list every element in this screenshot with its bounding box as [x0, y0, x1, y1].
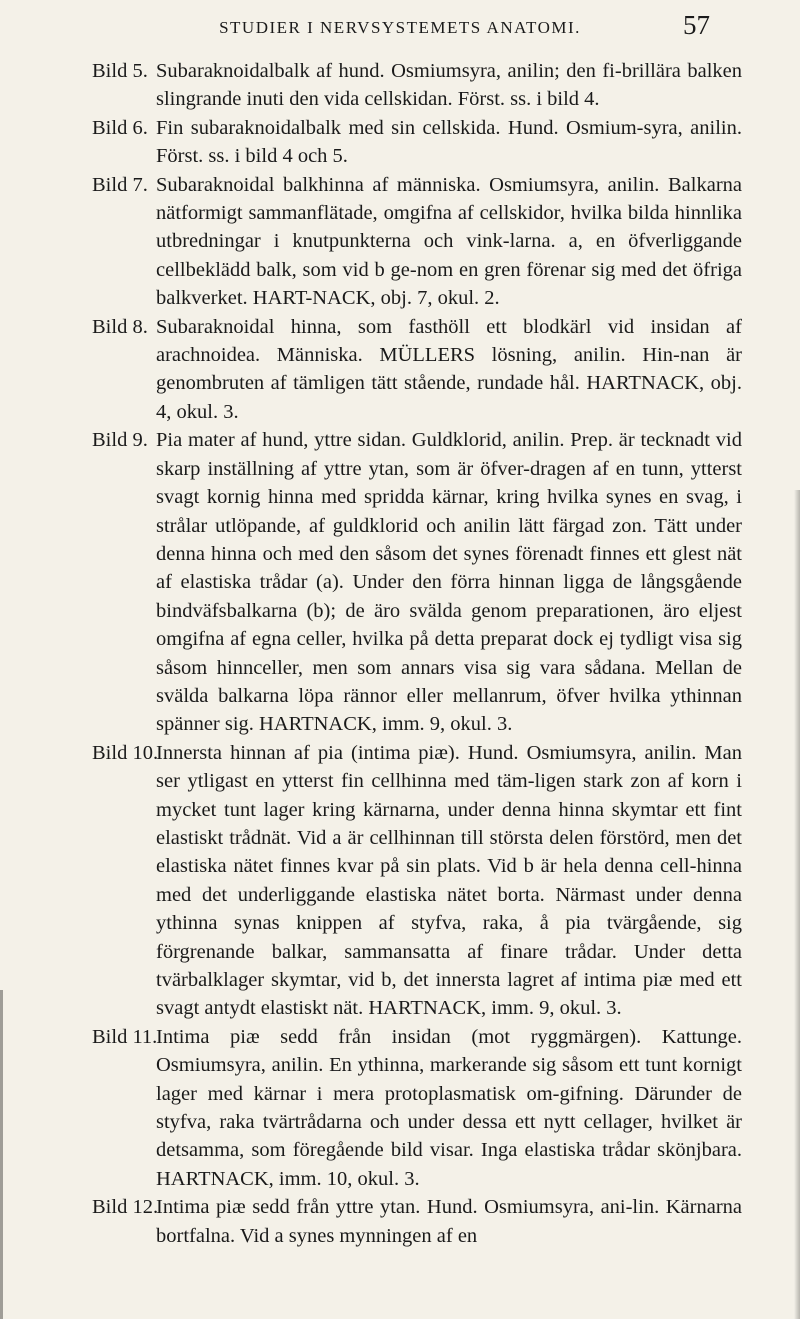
caption-label: Bild 6. — [92, 116, 148, 139]
caption-text: Pia mater af hund, yttre sidan. Guldklorid, anilin. Prep. är tecknadt vid skarp inställning af yttre ytan, som är öfver-dragen af en tunn, ytterst svagt kornig hinna med spridda kärnar, kring hvilka synes en svag, i strålar utlöpande, af guldklorid och anilin lätt färgad zon. Tätt under denna hinna och med den såsom det synes förenadt finnes ett glest nät af elastiska trådar (a). Under den förra hinnan ligga de långsgående bindväfsbalkarna (b); de äro svälda genom preparationen, äro eljest omgifna af egna celler, hvilka på detta preparat dock ej tydligt visa sig såsom hinnceller, men som annars visa sig vara sådana. Mellan de svälda balkarna löpa rännor eller mellanrum, öfver hvilka ythinnan spänner sig. HARTNACK, imm. 9, okul. 3. — [156, 429, 742, 736]
caption-entry — [42, 57, 742, 114]
caption-text: Intima piæ sedd från yttre ytan. Hund. Osmiumsyra, ani-lin. Kärnarna bortfalna. Vid a synes mynningen af en — [156, 1196, 742, 1247]
caption-entry — [42, 1023, 742, 1193]
caption-text: Subaraknoidal hinna, som fasthöll ett blodkärl vid insidan af arachnoidea. Människa. MÜLLERS lösning, anilin. Hin-nan är genombruten af tämligen tätt stående, rundade hål. HARTNACK, obj. 4, okul. 3. — [156, 315, 742, 423]
figure-captions — [42, 57, 742, 1250]
page-edge-shadow — [794, 490, 800, 1319]
page-header — [0, 10, 800, 50]
caption-label: Bild 12. — [92, 1196, 159, 1219]
caption-label: Bild 9. — [92, 429, 148, 452]
caption-label: Bild 11. — [92, 1025, 158, 1048]
running-title: STUDIER I NERVSYSTEMETS ANATOMI. — [219, 18, 581, 37]
caption-text: Fin subaraknoidalbalk med sin cellskida. Hund. Osmium-syra, anilin. Först. ss. i bild 4 och 5. — [156, 116, 742, 168]
caption-label: Bild 8. — [92, 315, 148, 338]
caption-entry — [42, 739, 742, 1023]
page-number: 57 — [683, 10, 710, 40]
caption-text: Intima piæ sedd från insidan (mot ryggmärgen). Kattunge. Osmiumsyra, anilin. En ythinna, markerande sig såsom ett tunt kornigt lager med kärnar i mera protoplasmatisk om-gifning. Därunder de styfva, raka tvärtrådarna och under dessa ett nytt cellager, hvilket är detsamma, som föregående bild visar. Inga elastiska trådar skönjbara. HARTNACK, imm. 10, okul. 3. — [156, 1025, 742, 1190]
binding-edge — [0, 990, 3, 1319]
caption-label: Bild 10. — [92, 741, 159, 764]
caption-entry — [42, 171, 742, 313]
caption-text: Subaraknoidalbalk af hund. Osmiumsyra, anilin; den fi-brillära balken slingrande inuti den vida cellskidan. Först. ss. i bild 4. — [156, 60, 742, 111]
caption-entry — [42, 426, 742, 738]
caption-entry — [42, 313, 742, 427]
caption-label: Bild 5. — [92, 60, 148, 82]
caption-entry — [42, 1193, 742, 1250]
caption-text: Innersta hinnan af pia (intima piæ). Hund. Osmiumsyra, anilin. Man ser ytligast en ytterst fin cellhinna med täm-ligen stark zon af korn i mycket tunt lager kring kärnarna, under denna hinna skymtar ett fint elastiskt trådnät. Vid a är cellhinnan till största delen förstörd, men det elastiska nätet finnes kvar på sin plats. Vid b är hela denna cell-hinna med det underliggande elastiska nätet borta. Närmast under denna ythinna synas knippen af styfva, raka, å pia tvärgående, sig förgrenande balkar, sammansatta af finare trådar. Under detta tvärbalklager skymtar, vid b, det innersta lagret af intima piæ med ett svagt antydt elastiskt nät. HARTNACK, imm. 9, okul. 3. — [156, 741, 742, 1020]
caption-text: Subaraknoidal balkhinna af människa. Osmiumsyra, anilin. Balkarna nätformigt sammanflätade, omgifna af cellskidor, hvilka bilda hinnlika utbredningar i knutpunkterna och vink-larna. a, en öfverliggande cellbeklädd balk, som vid b ge-nom en gren förenar sig med det öfriga balkverket. HART-NACK, obj. 7, okul. 2. — [156, 173, 742, 310]
caption-label: Bild 7. — [92, 173, 148, 196]
caption-entry — [42, 114, 742, 171]
